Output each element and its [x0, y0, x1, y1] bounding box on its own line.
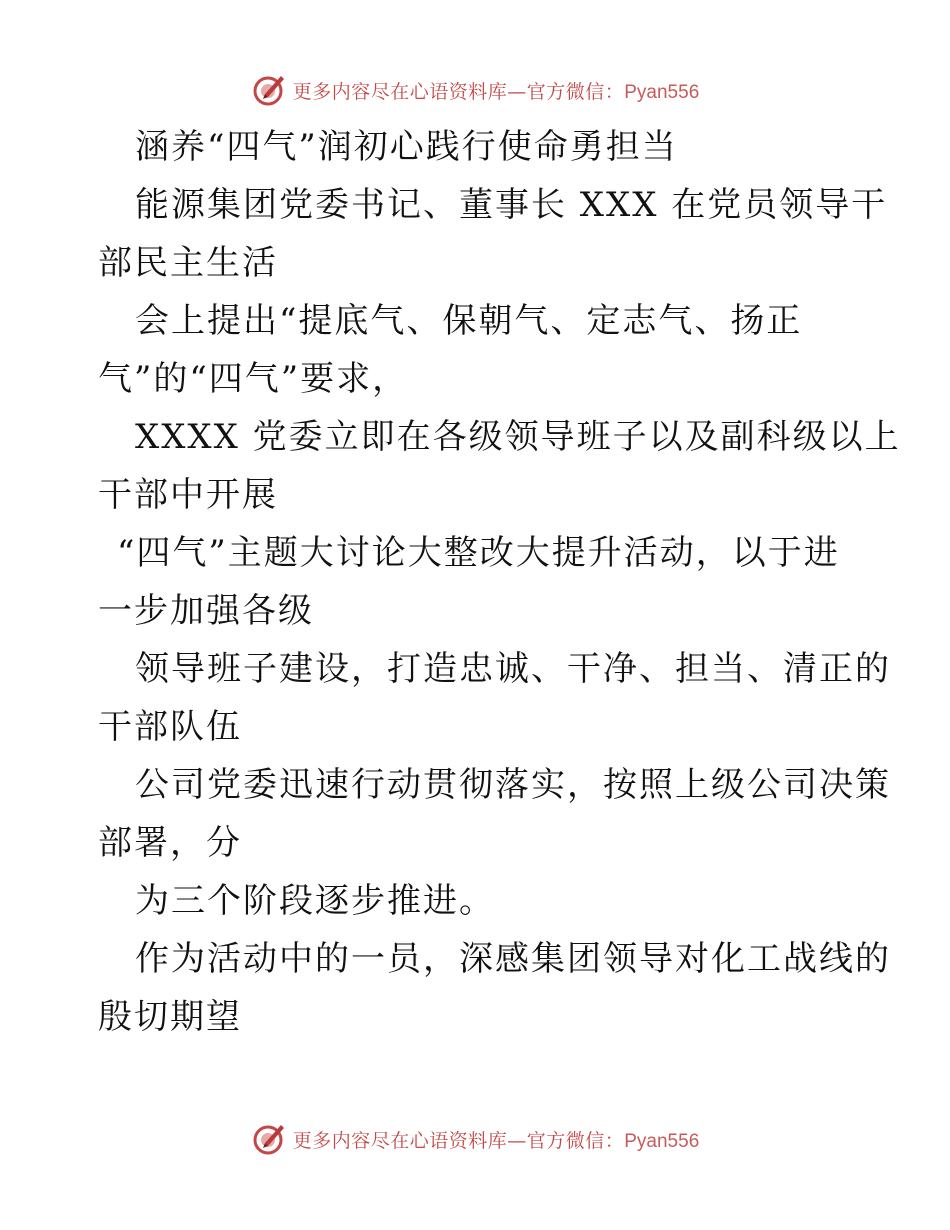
- paragraph-line: 部民主生活: [98, 243, 278, 283]
- wechat-id: Pyan556: [624, 81, 700, 103]
- pen-logo-icon: [251, 1121, 287, 1157]
- document-title: 涵养“四气”润初心践行使命勇担当: [135, 127, 678, 167]
- document-body: [98, 118, 901, 1046]
- paragraph-line: XXXX 党委立即在各级领导班子以及副科级以上: [135, 417, 901, 457]
- paragraph-line: 一步加强各级: [98, 591, 314, 631]
- footer-banner: [0, 1119, 950, 1159]
- paragraph-line: 公司党委迅速行动贯彻落实，按照上级公司决策: [135, 765, 891, 805]
- paragraph-line: 殷切期望: [98, 997, 242, 1037]
- paragraph-line: 干部中开展: [98, 475, 278, 515]
- paragraph-line: 为三个阶段逐步推进。: [135, 881, 495, 921]
- paragraph-line: 领导班子建设，打造忠诚、干净、担当、清正的: [135, 649, 891, 689]
- banner-label: 更多内容尽在心语资料库—官方微信：: [292, 80, 625, 103]
- header-banner: [0, 70, 950, 110]
- paragraph-line: 能源集团党委书记、董事长 XXX 在党员领导干: [135, 185, 888, 225]
- paragraph-line: “四气”主题大讨论大整改大提升活动，以于进: [117, 533, 840, 573]
- banner-text: [293, 77, 700, 104]
- pen-logo-icon: [251, 72, 287, 108]
- paragraph-line: 部署，分: [98, 823, 242, 863]
- banner-label: 更多内容尽在心语资料库—官方微信：: [292, 1129, 625, 1152]
- paragraph-line: 作为活动中的一员，深感集团领导对化工战线的: [135, 939, 891, 979]
- paragraph-line: 气”的“四气”要求，: [98, 359, 409, 399]
- paragraph-line: 会上提出“提底气、保朝气、定志气、扬正: [135, 301, 803, 341]
- paragraph-line: 干部队伍: [98, 707, 242, 747]
- wechat-id: Pyan556: [624, 1130, 700, 1152]
- banner-text: [293, 1126, 700, 1153]
